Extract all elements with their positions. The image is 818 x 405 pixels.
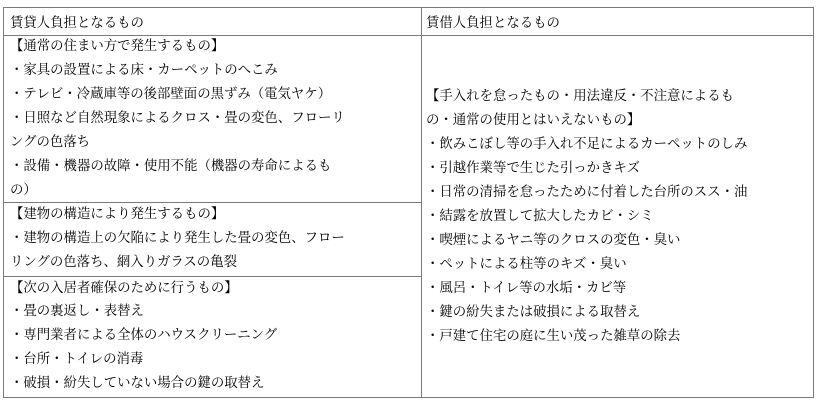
column-divider [421, 8, 422, 397]
left-text-line: ングの色落ち [10, 135, 91, 150]
left-text-line: の） [10, 183, 37, 198]
right-text-line: ・風呂・トイレ等の水垢・カビ等 [426, 281, 627, 296]
header-landlord: 賃貸人負担となるもの [10, 16, 144, 31]
left-text-line: ・専門業者による全体のハウスクリーニング [10, 328, 278, 343]
left-text-line: リングの色落ち、網入りガラスの亀裂 [10, 255, 237, 270]
left-text-line: ・破損・紛失していない場合の鍵の取替え [10, 376, 265, 391]
right-text-line: ・結露を放置して拡大したカビ・シミ [426, 209, 654, 224]
left-text-line: ・畳の裏返し・表替え [10, 304, 144, 319]
right-text-line: ・日常の清掃を怠ったために付着した台所のスス・油 [426, 185, 748, 200]
left-text-line: ・台所・トイレの消毒 [10, 352, 144, 367]
left-text-line: ・日照など自然現象によるクロス・畳の変色、フローリ [10, 111, 345, 126]
section-divider [4, 276, 421, 277]
header-tenant: 賃借人負担となるもの [426, 16, 560, 31]
section-divider [4, 202, 421, 203]
left-text-line: 【次の入居者確保のために行うもの】 [10, 281, 238, 296]
right-text-line: の・通常の使用とはいえないもの】 [426, 113, 641, 128]
left-text-line: ・テレビ・冷蔵庫等の後部壁面の黒ずみ（電気ヤケ） [10, 87, 332, 102]
right-text-line: ・鍵の紛失または破損による取替え [426, 305, 641, 320]
left-text-line: 【通常の住まい方で発生するもの】 [10, 39, 225, 54]
right-text-line: ・引越作業等で生じた引っかきキズ [426, 161, 640, 176]
left-text-line: ・建物の構造上の欠陥により発生した畳の変色、フロー [10, 231, 345, 246]
left-text-line: ・設備・機器の故障・使用不能（機器の寿命によるも [10, 159, 332, 174]
header-divider [4, 35, 813, 36]
right-text-line: ・喫煙によるヤニ等のクロスの変色・臭い [426, 233, 681, 248]
responsibility-table [3, 7, 814, 398]
right-text-line: ・ペットによる柱等のキズ・臭い [426, 257, 627, 272]
right-text-line: ・戸建て住宅の庭に生い茂った雑草の除去 [426, 329, 681, 344]
right-text-line: 【手入れを怠ったもの・用法違反・不注意によるも [426, 89, 734, 104]
right-text-line: ・飲みこぼし等の手入れ不足によるカーペットのしみ [426, 137, 748, 152]
left-text-line: ・家具の設置による床・カーペットのへこみ [10, 63, 278, 78]
left-text-line: 【建物の構造により発生するもの】 [10, 207, 225, 222]
